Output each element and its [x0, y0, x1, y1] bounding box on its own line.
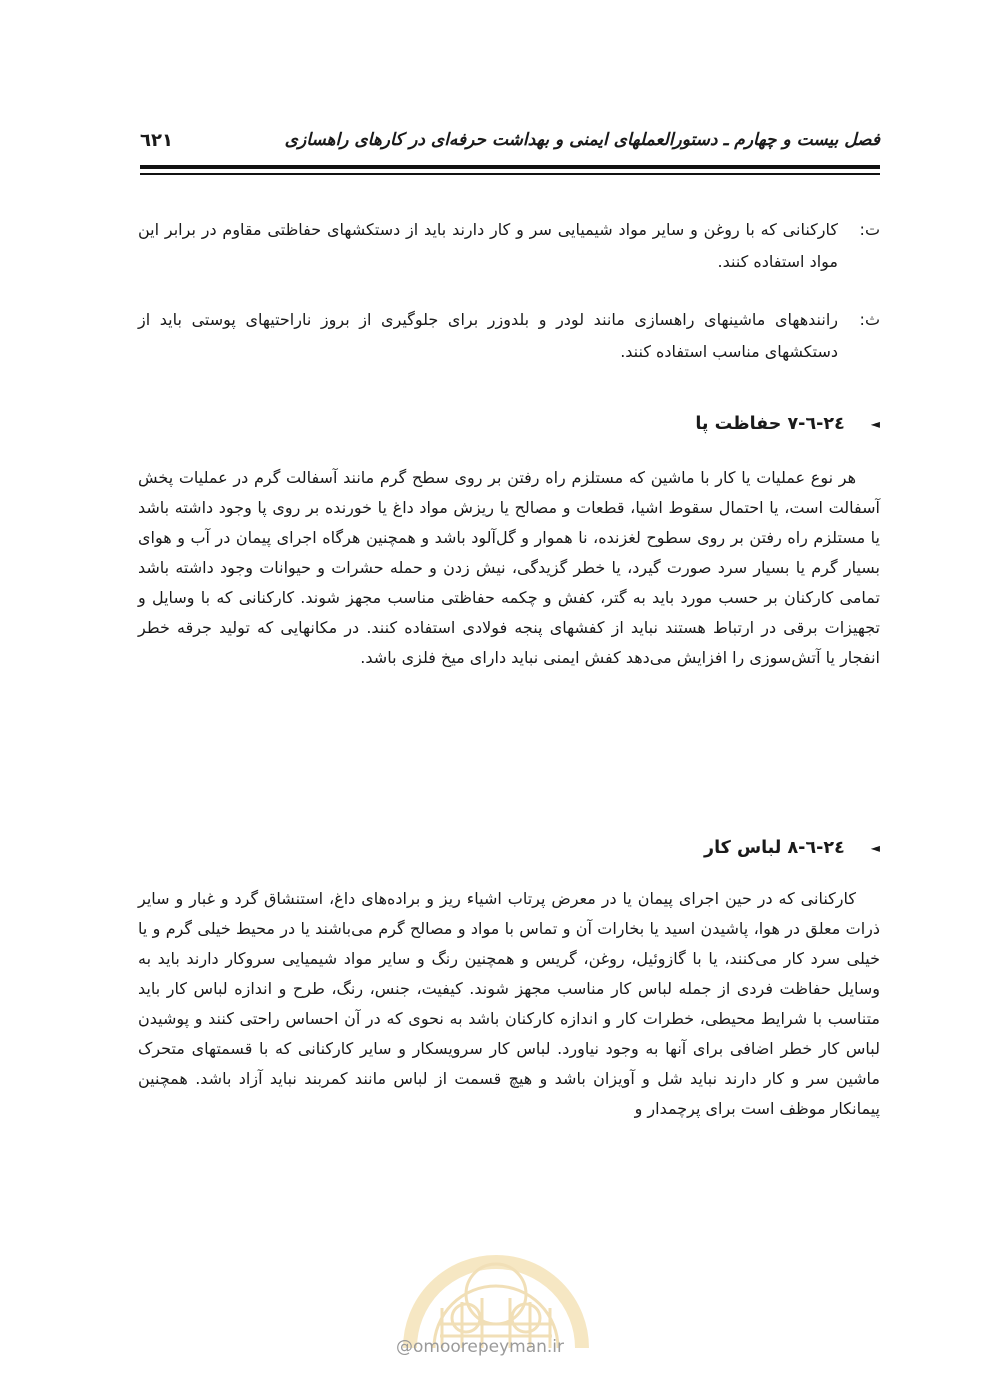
- section-paragraph: کارکنانی که در حین اجرای پیمان یا در معرض پرتاب اشیاء ریز و براده‌های داغ، استنشاق گرد و غبار و سایر ذرات معلق در هوا، پاشیدن اسید یا بخارات آن و تماس با مواد و مصالح گرم می‌باشند یا در محیط خیلی گرم و یا خیلی سرد کار می‌کنند، یا با گازوئیل، روغن، گریس و همچنین رنگ و سایر مواد شیمیایی سروکار دارند باید به وسایل حفاظت فردی از جمله لباس کار مناسب مجهز شوند. کیفیت، جنس، رنگ، طرح و اندازه لباس کار باید متناسب با شرایط محیطی، خطرات کار و اندازه کارکنان باشد به نحوی که در آن احساس راحتی کنند و پوشیدن لباس کار خطر اضافی برای آنها به وجود نیاورد. لباس کار سرویسکار و سایر کارکنانی که با قسمتهای متحرک ماشین سر و کار دارند نباید شل و آویزان باشد و هیچ قسمت از لباس مانند کمربند نباید آزاد باشد. همچنین پیمانکار موظف است برای پرچمدار و: [138, 889, 880, 1118]
- section-paragraph: هر نوع عملیات یا کار با ماشین که مستلزم راه رفتن بر روی سطح گرم مانند آسفالت گرم در عملیات پخش آسفالت است، یا احتمال سقوط اشیا، قطعات و مصالح یا ریزش مواد داغ یا خورنده بر روی پا وجود داشته باشد یا مستلزم راه رفتن بر روی سطوح لغزنده، نا هموار و گل‌آلود باشد و همچنین هرگاه اجرای پیمان در آب و هوای بسیار گرم یا بسیار سرد صورت گیرد، یا خطر گزیدگی، نیش زدن و حمله حشرات و حیوانات وجود داشته باشد تمامی کارکنان بر حسب مورد باید به گتر، کفش و چکمه حفاظتی مناسب مجهز شوند. کارکنانی که با وسایل و تجهیزات برقی در ارتباط هستند نباید از کفشهای پنجه فولادی استفاده کنند. در مکانهایی که تولید جرقه خطر انفجار یا آتش‌سوزی را افزایش می‌دهد کفش ایمنی نباید دارای میخ فلزی باشد.: [138, 468, 880, 667]
- list-item: [138, 214, 880, 277]
- chapter-title: فصل بیست و چهارم ـ دستورالعملهای ایمنی و بهداشت حرفه‌ای در کارهای راهسازی: [284, 130, 880, 150]
- watermark-site: @omoorepeyman.ir: [396, 1337, 565, 1357]
- list-item: [138, 304, 880, 367]
- header-rule-thick: [140, 165, 880, 169]
- section-heading: [695, 414, 880, 434]
- list-item-text: رانندههای ماشینهای راهسازی مانند لودر و بلدوزر برای جلوگیری از بروز ناراحتیهای پوستی باید از دستکشهای مناسب استفاده کنند.: [138, 310, 838, 361]
- page-number: ٦٢١: [140, 130, 173, 151]
- list-item-text: کارکنانی که با روغن و سایر مواد شیمیایی سر و کار دارند باید از دستکشهای حفاظتی مقاوم در برابر این مواد استفاده کنند.: [138, 220, 838, 271]
- section-heading-text: ٢٤-٦-٨ لباس کار: [704, 838, 845, 858]
- list-marker: ث:: [859, 310, 880, 329]
- section-bullet-icon: ◄: [870, 417, 880, 431]
- section-bullet-icon: ◄: [870, 841, 880, 855]
- running-header: [140, 128, 880, 160]
- publisher-seal-watermark: [382, 1198, 610, 1350]
- list-marker: ت:: [859, 220, 880, 239]
- section-heading: [704, 838, 880, 858]
- header-rule-thin: [140, 173, 880, 175]
- section-heading-text: ٢٤-٦-٧ حفاظت پا: [695, 414, 845, 434]
